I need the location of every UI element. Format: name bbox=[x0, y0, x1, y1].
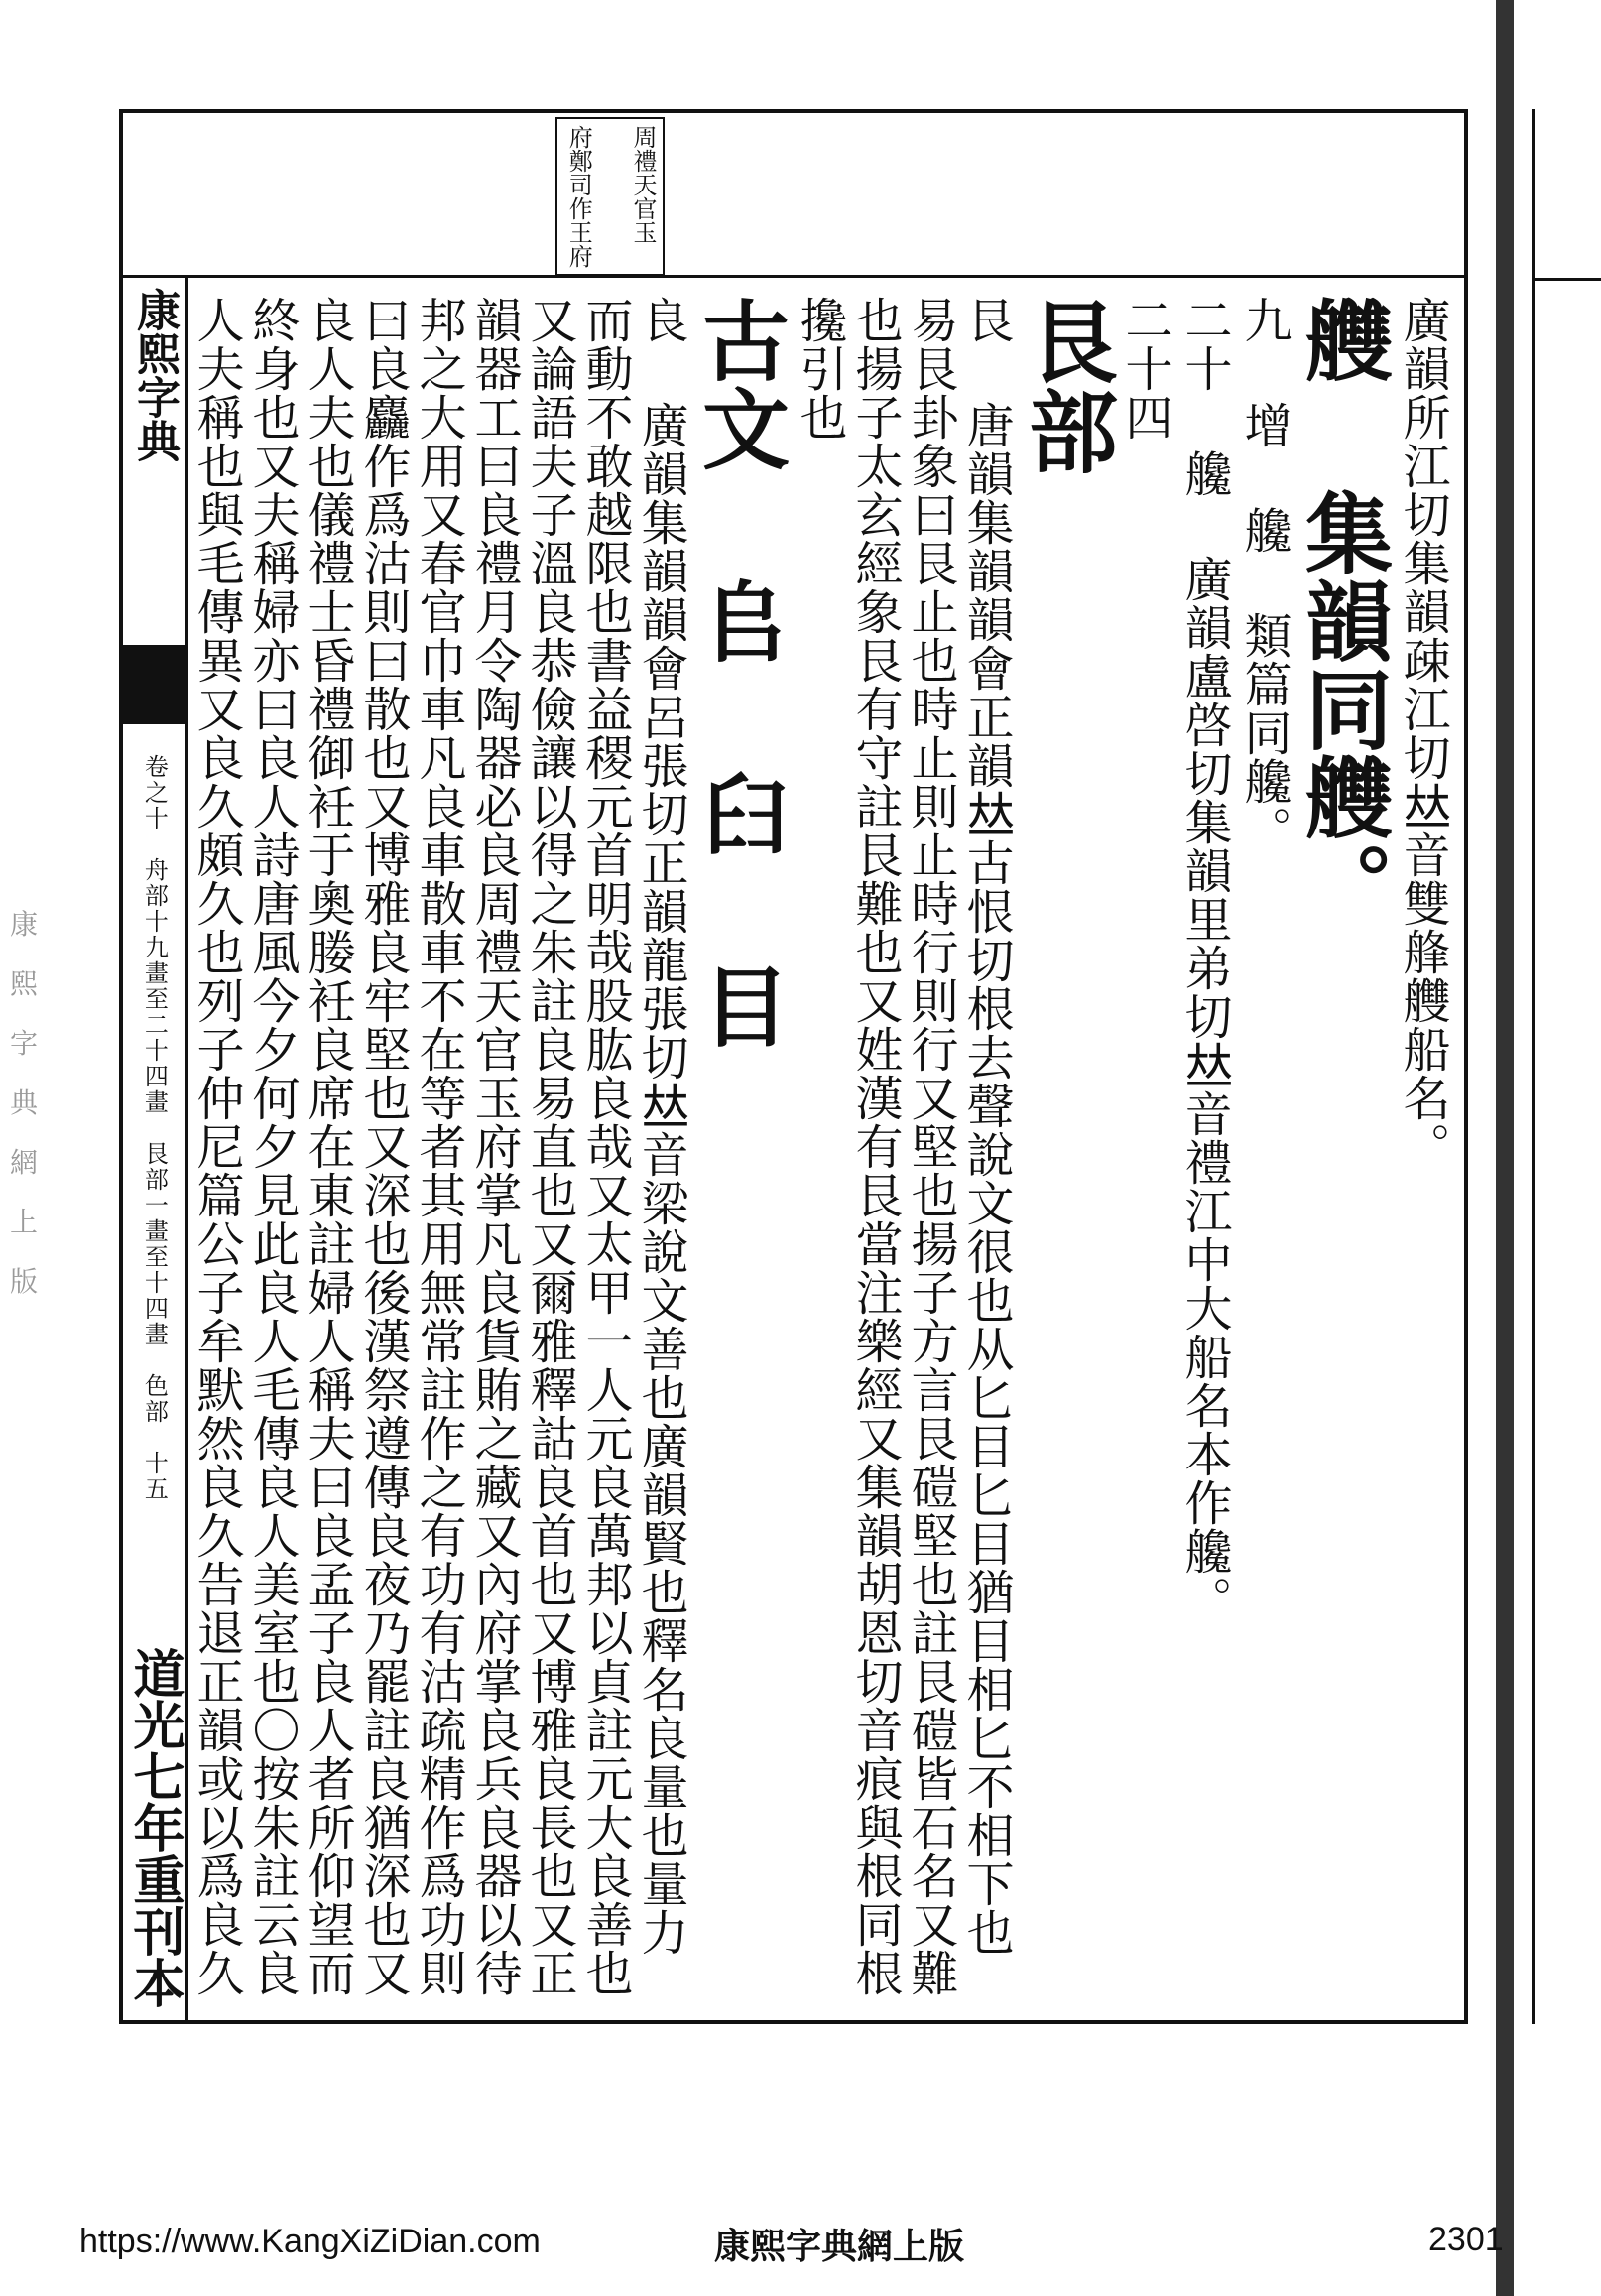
entry-column: 古文 𠂤 𦥑 目 bbox=[688, 296, 792, 1050]
radical-heading: 艮部 bbox=[1013, 296, 1118, 476]
entry-column: 艮 唐韻集韻韻會正韻𠀤古恨切根去聲說文很也从匕目匕目猶目相匕不相下也易艮卦象曰艮止也時止則止時行則行又堅也揚子方言艮磑堅也註艮磑皆石名又難也揚子太玄經象艮有守註艮難也又姓漢有艮當注樂經又集韻胡恩切音痕與根同根攙引也 bbox=[792, 296, 1014, 1997]
chapter-info bbox=[129, 754, 179, 1647]
edge-bar bbox=[1496, 0, 1514, 2296]
text-columns bbox=[188, 296, 1450, 2002]
top-note-line: 府鄭司作王府 bbox=[564, 125, 593, 268]
watermark-char: 康 bbox=[10, 908, 39, 941]
watermark-char: 上 bbox=[10, 1206, 39, 1238]
page-number: 2301 bbox=[1428, 2221, 1504, 2258]
header-title: 康熙字典 bbox=[129, 288, 180, 462]
site-url[interactable]: https://www.KangXiZiDian.com bbox=[79, 2223, 541, 2260]
side-watermark bbox=[10, 903, 38, 1300]
footer-title: 康熙字典網上版 bbox=[714, 2226, 965, 2267]
entry-column: 良 廣韻集韻韻會呂張切正韻龍張切𠀤音梁說文善也廣韻賢也釋名良量也量力而動不敢越限也書益稷元首明哉股肱良哉又太甲一人元良萬邦以貞註元大良善也又論語夫子溫良恭儉讓以得之朱註良易直也又爾雅釋詁良首也又博雅良長也又正韻器工曰良禮月令陶器必良周禮天官玉府掌凡良貨賄之藏又內府掌良兵良器以待邦之大用又春官巾車凡良車散車不在等者其用無常註作之有功有沽疏精作爲功則曰良麤作爲沽則曰散也又博雅良牢堅也又深也後漢祭遵傳良夜乃罷註良猶深也又良人夫也儀禮士昏禮御衽于奧媵衽良席在東註婦人稱夫曰良孟子良人者所仰望而終身也又夫稱婦亦曰良人詩唐風今夕何夕見此良人毛傳良人美室也〇按朱註云良人夫稱也與毛傳異又良久頗久也列子仲尼篇公子牟默然良久告退正韻或以爲良久 bbox=[188, 296, 688, 1997]
page-title bbox=[125, 288, 183, 645]
entry-column: 廣韻所江切集韻疎江切𠀤音雙艂艭船名。 bbox=[1395, 296, 1450, 1171]
chapter-line: 卷之十 舟部十九畫至二十四畫 艮部一畫至十四畫 色部 十五 bbox=[140, 754, 169, 1502]
watermark-char: 熙 bbox=[10, 967, 39, 1000]
entry-column: 二十四 bbox=[1117, 296, 1172, 442]
top-note bbox=[555, 117, 665, 276]
top-band bbox=[119, 109, 1468, 278]
entry-column: 九 增 艬 類篇同艬。 bbox=[1236, 296, 1292, 854]
content-area bbox=[188, 278, 1468, 2024]
watermark-char: 版 bbox=[10, 1265, 39, 1298]
watermark-char: 字 bbox=[10, 1027, 39, 1060]
top-note-line: 周禮天官玉 bbox=[629, 125, 657, 244]
watermark-char: 網 bbox=[10, 1146, 39, 1179]
left-edge bbox=[0, 0, 119, 2296]
foot-title-text: 道光七年重刊本 bbox=[124, 1647, 185, 2008]
edge-frame bbox=[1532, 109, 1601, 2024]
entry-column: 艭 集韻同艭。 bbox=[1292, 296, 1395, 930]
watermark-char: 典 bbox=[10, 1086, 39, 1119]
black-band bbox=[119, 645, 188, 724]
foot-title bbox=[125, 1647, 183, 2024]
entry-column: 二十 艬 廣韻盧啓切集韻里弟切𠀤音禮江中大船名本作艬。 bbox=[1176, 296, 1232, 1624]
